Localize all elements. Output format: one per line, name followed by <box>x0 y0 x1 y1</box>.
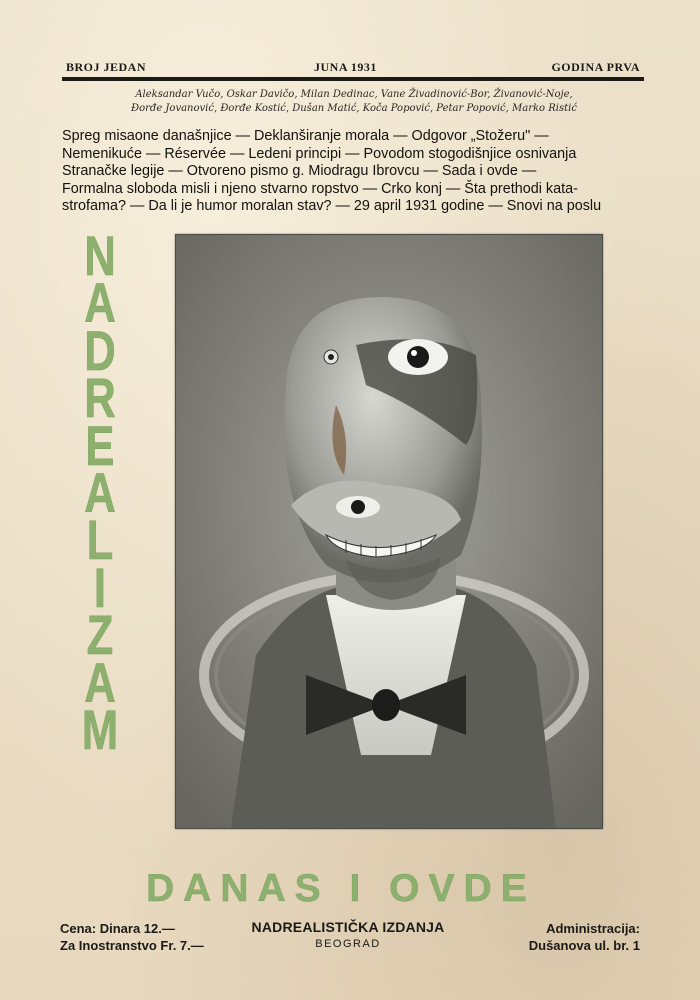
surreal-portrait-illustration <box>176 235 602 828</box>
title-letter: N <box>84 224 116 287</box>
title-letter: L <box>86 508 114 572</box>
issue-year: GODINA PRVA <box>551 60 640 74</box>
administration-label: Administracija: <box>546 921 640 936</box>
authors-line: Đorđe Jovanović, Đorđe Kostić, Dušan Matić, Koča Popović, Petar Popović, Marko Ristić <box>131 103 577 114</box>
title-letter: A <box>84 650 116 714</box>
title-letter: Z <box>86 603 114 667</box>
title-letter: A <box>84 271 116 335</box>
title-letter: D <box>84 318 116 382</box>
title-letter: M <box>81 698 119 762</box>
contents-line: Spreg misaone današnjice — Deklanširanje morala — Odgovor „Stožeru" — <box>62 128 549 144</box>
contents-line: Formalna sloboda misli i njeno stvarno ropstvo — Crko konj — Šta prethodi kata- <box>62 180 578 197</box>
publisher-city: BEOGRAD <box>315 938 381 950</box>
administration-address: Dušanova ul. br. 1 <box>528 938 640 953</box>
table-of-contents <box>62 128 648 216</box>
title-letter: R <box>84 366 116 430</box>
title-letter: A <box>84 461 116 525</box>
masthead-rule <box>62 77 644 81</box>
price-foreign: Za Inostranstvo Fr. 7.— <box>60 938 204 953</box>
title-letter: E <box>85 413 115 477</box>
masthead-row <box>66 60 640 76</box>
contents-line: Stranačke legije — Otvoreno pismo g. Miodragu Ibrovcu — Sada i ovde — <box>62 163 537 179</box>
contents-line: strofama? — Da li je humor moralan stav? — 29 april 1931 godine — Snovi na poslu <box>62 198 602 214</box>
publisher-name: NADREALISTIČKA IZDANJA <box>251 919 445 935</box>
administration-block <box>460 920 640 954</box>
cover-subtitle: DANAS I OVDE <box>146 867 536 910</box>
price-domestic: Cena: Dinara 12.— <box>60 921 175 936</box>
cover-artwork <box>175 234 603 829</box>
issue-date: JUNA 1931 <box>314 60 377 74</box>
contents-line: Nemenikuće — Réservée — Ledeni principi — Povodom stogodišnjice osnivanja <box>62 145 577 162</box>
issue-number: BROJ JEDAN <box>66 60 147 74</box>
vertical-title <box>60 224 140 762</box>
price-block <box>60 920 240 954</box>
authors-list <box>80 88 628 116</box>
publisher-block <box>234 918 462 952</box>
authors-line: Aleksandar Vučo, Oskar Davičo, Milan Dedinac, Vane Živadinović-Bor, Živanović-Noje, <box>135 89 573 100</box>
title-letter: I <box>93 555 107 619</box>
